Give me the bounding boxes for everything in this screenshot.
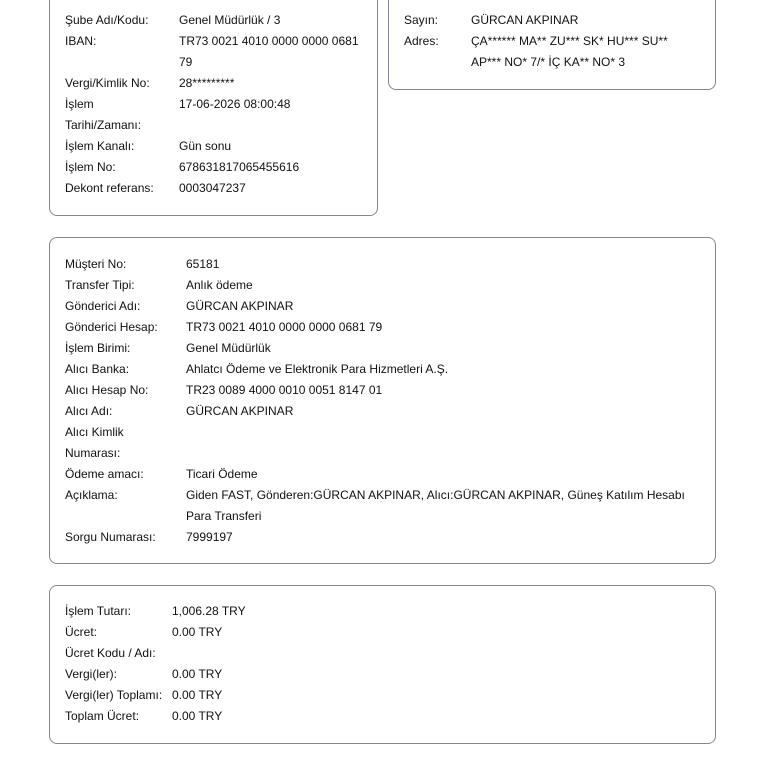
fee-code-label: Ücret Kodu / Adı: [65,646,156,660]
unit-label: İşlem Birimi: [65,341,131,355]
sender-name-label: Gönderici Adı: [65,299,141,313]
customer-no-value: 65181 [186,257,220,271]
receipt-ref-value: 0003047237 [179,181,246,195]
branch-name-value: Genel Müdürlük / 3 [179,13,281,27]
recipient-bank-value: Ahlatcı Ödeme ve Elektronik Para Hizmetleri A.Ş. [186,362,449,376]
receipt-ref-label: Dekont referans: [65,181,154,195]
purpose-label: Ödeme amacı: [65,467,144,481]
datetime-label: İşlem Tarihi/Zamanı: [65,97,142,132]
datetime-value: 17-06-2026 08:00:48 [179,97,291,111]
taxes-label: Vergi(ler): [65,667,118,681]
purpose-value: Ticari Ödeme [186,467,258,481]
amount-label: İşlem Tutarı: [65,604,132,618]
transfer-type-value: Anlık ödeme [186,278,253,292]
iban-label: IBAN: [65,34,97,48]
recipient-id-label: Alıcı Kimlik Numarası: [65,425,124,460]
address-label: Adres: [404,34,439,48]
tax-total-value: 0.00 TRY [172,688,223,702]
fee-value: 0.00 TRY [172,625,223,639]
amount-value: 1,006.28 TRY [172,604,246,618]
recipient-bank-label: Alıcı Banka: [65,362,130,376]
taxes-value: 0.00 TRY [172,667,223,681]
recipient-full-name-label: Alıcı Adı: [65,404,113,418]
tax-id-label: Vergi/Kimlik No: [65,76,150,90]
customer-no-label: Müşteri No: [65,257,127,271]
branch-info-panel [49,0,378,216]
transfer-type-label: Transfer Tipi: [65,278,135,292]
description-label: Açıklama: [65,488,118,502]
transaction-no-label: İşlem No: [65,160,116,174]
iban-value: TR73 0021 4010 0000 0000 0681 79 [179,34,359,69]
channel-value: Gün sonu [179,139,232,153]
sender-account-label: Gönderici Hesap: [65,320,158,334]
recipient-full-name-value: GÜRCAN AKPINAR [186,404,294,418]
address-value: ÇA****** MA** ZU*** SK* HU*** SU** AP*** NO* 7/* İÇ KA** NO* 3 [471,34,668,69]
query-no-label: Sorgu Numarası: [65,530,156,544]
branch-name-label: Şube Adı/Kodu: [65,13,149,27]
query-no-value: 7999197 [186,530,233,544]
tax-id-value: 28********* [179,76,235,90]
description-value: Giden FAST, Gönderen:GÜRCAN AKPINAR, Alıcı:GÜRCAN AKPINAR, Güneş Katılım Hesabı Para Transferi [186,488,685,523]
recipient-account-value: TR23 0089 4000 0010 0051 8147 01 [186,383,383,397]
sender-account-value: TR73 0021 4010 0000 0000 0681 79 [186,320,383,334]
recipient-name-label: Sayın: [404,13,439,27]
amounts-panel [49,585,716,744]
recipient-address-panel [388,0,716,90]
sender-name-value: GÜRCAN AKPINAR [186,299,294,313]
unit-value: Genel Müdürlük [186,341,271,355]
channel-label: İşlem Kanalı: [65,139,135,153]
total-fee-label: Toplam Ücret: [65,709,140,723]
fee-label: Ücret: [65,625,98,639]
tax-total-label: Vergi(ler) Toplamı: [65,688,163,702]
transaction-no-value: 678631817065455616 [179,160,300,174]
recipient-account-label: Alıcı Hesap No: [65,383,149,397]
total-fee-value: 0.00 TRY [172,709,223,723]
transfer-details-panel [49,237,716,564]
recipient-name-value: GÜRCAN AKPINAR [471,13,579,27]
